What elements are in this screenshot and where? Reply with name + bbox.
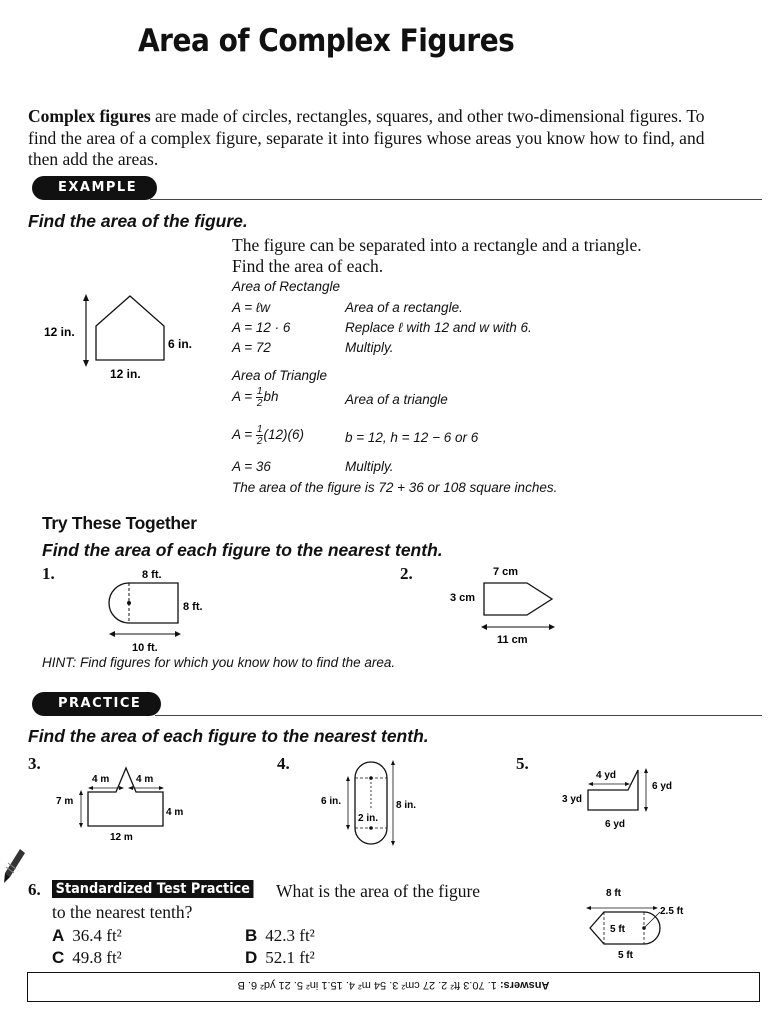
try-together-prompt: Find the area of each figure to the nearest tenth. bbox=[42, 540, 443, 560]
svg-text:4 m: 4 m bbox=[166, 807, 184, 818]
svg-text:3 cm: 3 cm bbox=[450, 592, 476, 604]
practice-rule bbox=[155, 715, 762, 716]
page-title: Area of Complex Figures bbox=[138, 22, 515, 59]
rect-step-2-note: Replace ℓ with 12 and w with 6. bbox=[345, 320, 532, 335]
svg-text:4 m: 4 m bbox=[92, 774, 110, 785]
tri-step-2-note: b = 12, h = 12 − 6 or 6 bbox=[345, 430, 479, 445]
intro-bold-term: Complex figures bbox=[28, 106, 151, 126]
svg-text:4 m: 4 m bbox=[136, 774, 154, 785]
svg-text:11 cm: 11 cm bbox=[497, 634, 528, 646]
svg-text:8 ft.: 8 ft. bbox=[183, 601, 203, 613]
problem-5-figure bbox=[558, 764, 688, 834]
svg-text:6 yd: 6 yd bbox=[652, 781, 673, 792]
svg-text:6 yd: 6 yd bbox=[605, 819, 626, 830]
svg-text:10 ft.: 10 ft. bbox=[132, 642, 158, 654]
svg-text:8 ft.: 8 ft. bbox=[142, 569, 162, 581]
svg-text:4 yd: 4 yd bbox=[596, 770, 617, 781]
svg-text:7 cm: 7 cm bbox=[493, 566, 519, 578]
svg-text:8 ft: 8 ft bbox=[606, 888, 621, 899]
tri-step-3-note: Multiply. bbox=[345, 459, 394, 474]
problem-1-number: 1. bbox=[42, 564, 55, 583]
intro-text: are made of circles, rectangles, squares, and other two-dimensional figures. To find the area of a complex figure, separate it into figures whose areas you know how to find, and then add the areas. bbox=[28, 106, 705, 169]
example-rule bbox=[150, 199, 762, 200]
answers-text: Answers: 1. 70.3 ft² 2. 27 cm² 3. 54 m² 4. 15.1 in² 5. 21 yd² 6. B bbox=[237, 979, 550, 991]
tri-step-3-eq: A = 36 bbox=[232, 459, 271, 474]
rect-step-2-eq: A = 12 · 6 bbox=[232, 320, 291, 335]
base-label: 12 in. bbox=[110, 367, 141, 381]
svg-text:3 yd: 3 yd bbox=[562, 794, 583, 805]
problem-1-figure bbox=[100, 563, 220, 656]
problem-6-figure bbox=[580, 882, 700, 962]
rect-step-1-note: Area of a rectangle. bbox=[345, 300, 463, 315]
problem-2-number: 2. bbox=[400, 564, 413, 583]
semicircle-rectangle-shape bbox=[109, 583, 178, 623]
svg-text:2 in.: 2 in. bbox=[358, 813, 379, 824]
stp-question-line1: What is the area of the figure bbox=[276, 881, 481, 901]
tri-step-2-eq: A = $\frac{1}{2}$ (12)(6) bbox=[232, 424, 304, 447]
answers-box bbox=[27, 972, 760, 1002]
intro-paragraph bbox=[28, 106, 728, 171]
example-pentagon-figure bbox=[40, 292, 220, 387]
svg-text:5 ft: 5 ft bbox=[610, 924, 625, 935]
example-badge: EXAMPLE bbox=[32, 176, 157, 200]
rect-step-3-eq: A = 72 bbox=[232, 340, 271, 355]
choice-d[interactable]: D 52.1 ft² bbox=[245, 948, 315, 967]
problem-5-number: 5. bbox=[516, 754, 529, 773]
practice-prompt: Find the area of each figure to the nearest tenth. bbox=[28, 726, 429, 746]
svg-text:12 m: 12 m bbox=[110, 832, 133, 843]
pencil-icon bbox=[0, 847, 28, 887]
fraction-one-half: $\frac{1}{2}$ bbox=[256, 386, 263, 409]
choice-b[interactable]: B 42.3 ft² bbox=[245, 926, 315, 945]
stp-question-line2: to the nearest tenth? bbox=[52, 902, 193, 922]
svg-text:8 in.: 8 in. bbox=[396, 800, 417, 811]
svg-text:5 ft: 5 ft bbox=[618, 950, 633, 961]
choice-a[interactable]: A 36.4 ft² bbox=[52, 926, 122, 945]
pentagon-shape bbox=[96, 296, 164, 360]
problem-4-figure bbox=[318, 758, 418, 850]
problem-3-figure bbox=[50, 760, 184, 846]
tri-heading: Area of Triangle bbox=[232, 368, 328, 383]
practice-badge: PRACTICE bbox=[32, 692, 161, 716]
rect-step-3-note: Multiply. bbox=[345, 340, 394, 355]
problem-6-number: 6. bbox=[28, 880, 41, 899]
choice-c[interactable]: C 49.8 ft² bbox=[52, 948, 122, 967]
side-label: 6 in. bbox=[168, 337, 193, 351]
example-explain-line2: Find the area of each. bbox=[232, 256, 384, 276]
arrow-semicircle-shape bbox=[590, 912, 660, 944]
rect-step-1-eq: A = ℓw bbox=[232, 300, 271, 315]
hint-text: HINT: Find figures for which you know how to find the area. bbox=[42, 655, 396, 670]
rect-heading: Area of Rectangle bbox=[232, 279, 341, 294]
fraction-one-half: $\frac{1}{2}$ bbox=[256, 424, 263, 447]
stp-badge-wrap bbox=[52, 880, 271, 898]
try-together-heading: Try These Together bbox=[42, 513, 197, 533]
stp-badge: Standardized Test Practice bbox=[52, 880, 254, 898]
example-prompt: Find the area of the figure. bbox=[28, 211, 248, 231]
problem-3-number: 3. bbox=[28, 754, 41, 773]
problem-4-number: 4. bbox=[277, 754, 290, 773]
tri-step-1-note: Area of a triangle bbox=[345, 392, 448, 407]
height-label: 12 in. bbox=[44, 325, 75, 339]
problem-2-figure bbox=[448, 561, 568, 648]
example-explain-line1: The figure can be separated into a rectangle and a triangle. bbox=[232, 235, 642, 255]
svg-text:6 in.: 6 in. bbox=[321, 796, 342, 807]
pentagon-arrow-shape bbox=[484, 583, 552, 615]
svg-text:2.5 ft: 2.5 ft bbox=[660, 906, 684, 917]
tri-step-1-eq: A = $\frac{1}{2}$ bh bbox=[232, 386, 279, 409]
example-conclusion: The area of the figure is 72 + 36 or 108 square inches. bbox=[232, 480, 558, 495]
svg-text:7 m: 7 m bbox=[56, 796, 74, 807]
